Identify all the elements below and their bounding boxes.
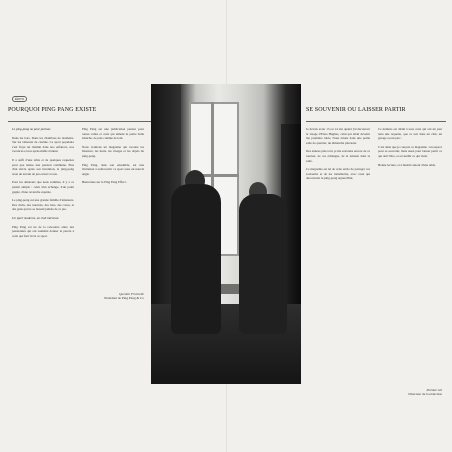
signature-name: Jérémie Gil bbox=[426, 388, 442, 392]
right-column-2 bbox=[378, 127, 442, 383]
paragraph: Bonne lecture, et à bientôt autour d'une table. bbox=[378, 162, 436, 167]
paragraph: Nous voulions un magazine qui raconte les histoires, les lieux, les visages et les objets du ping-pong. bbox=[82, 144, 144, 158]
left-subheading-2: Un sport moderne, un club intéressé. bbox=[12, 215, 60, 220]
paragraph: Ce magazine est né de cette envie de partager ces souvenirs et de les transmettre, avec ceux qui découvrent le ping-pong aujourd'hui. bbox=[306, 167, 370, 181]
right-headline: SE SOUVENIR OU LAISSER PARTIR bbox=[306, 107, 406, 113]
left-headline: POURQUOI PING PANG EXISTE bbox=[8, 107, 97, 113]
paragraph: Bienvenue sur le Ping Pang Effect. bbox=[82, 180, 127, 185]
paragraph: Ce numéro est dédié à tous ceux qui ont un jour tenu une raquette, que ce soit dans un club, un garage ou un parc. bbox=[378, 127, 442, 141]
paragraph: Pour les amateurs que nous sommes, il y a ce plaisir simple : celui d'un échange, d'un point gagné, d'une revanche espérée. bbox=[12, 180, 74, 194]
signature-role: Président de Ping Pang & Co bbox=[104, 296, 144, 301]
left-signature bbox=[82, 292, 144, 301]
player-silhouette bbox=[239, 194, 287, 334]
section-tag: ÉDITO bbox=[12, 96, 27, 102]
left-column-2 bbox=[82, 127, 144, 287]
player-silhouette bbox=[171, 184, 221, 334]
paragraph: Ping Pang est une publication pensée pour toutes celles et ceux qui aiment la petite balle blanche, de près comme de loin. bbox=[82, 127, 144, 141]
right-signature bbox=[378, 388, 442, 397]
paragraph: Il a suffi d'une table et de quelques raquettes pour que naisse une passion commune. Plus d'un siècle après son invention, le ping-pong reste un terrain de jeu ouvert à tous. bbox=[12, 157, 74, 176]
left-subheading: Le ping-pong ou pour partout. bbox=[12, 127, 51, 131]
editorial-photo bbox=[151, 84, 301, 384]
signature-name: Quentin Fruchelle bbox=[119, 292, 144, 296]
right-headline-rule bbox=[306, 121, 446, 122]
left-column-1 bbox=[12, 127, 74, 389]
paragraph: C'est ainsi que je conçois ce magazine : un espace pour se souvenir, mais aussi pour laisser partir ce qui doit l'être, et accueillir ce qui vient. bbox=[378, 144, 442, 158]
paragraph: Des années plus tard, je me souviens encore de ce tournoi, de ces échanges, de la tension dans la salle. bbox=[306, 149, 370, 163]
paragraph: Ping Pang, dans son ensemble, est une invitation à redécouvrir ce sport sous un nouvel angle. bbox=[82, 162, 144, 176]
right-column-1 bbox=[306, 127, 370, 383]
paragraph: Dans les bars. Dans les chambres de résidents. Sur les tableaux de cantine. Ce sport populaire s'est frayé un chemin dans nos enfances, nos vacances et nos après-midis d'ennui. bbox=[12, 135, 74, 154]
paragraph: Le ping-pong est une grande famille d'amateurs. Des clubs, des tournois, des bars, des caves, et des gens qui ne se lassent jamais de ce jeu. bbox=[12, 198, 74, 212]
paragraph: Ping Pang est né de la rencontre entre des passionnés qui ont souhaité donner la parole à ceux qui font vivre ce sport. bbox=[12, 224, 74, 238]
signature-role: Directeur de la rédaction bbox=[408, 392, 442, 397]
paragraph: Je devais avoir 13 ou 14 ans quand j'ai découvert le visage d'Enzo Hughes, celui qui allait devenir ma première idole. Nous étions dans une petite salle de quartier, un dimanche pluvieux. bbox=[306, 127, 370, 145]
